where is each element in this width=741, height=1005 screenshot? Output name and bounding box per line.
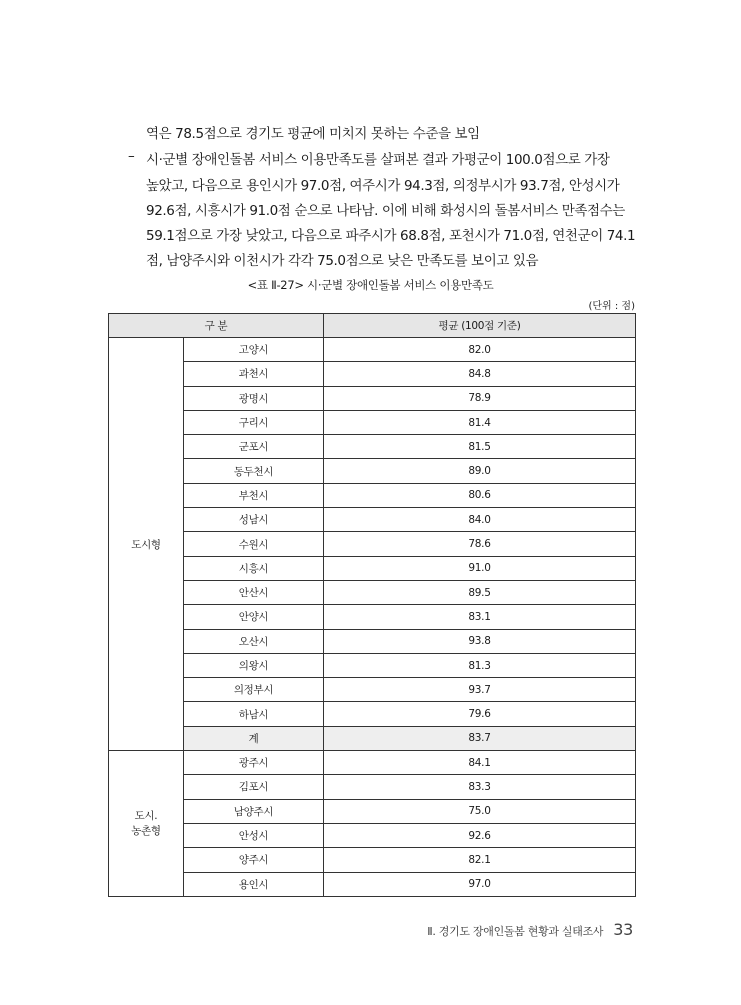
table-row — [109, 338, 636, 362]
city-name: 광명시 — [184, 386, 324, 410]
city-score: 75.0 — [324, 799, 636, 823]
table-unit: (단위 : 점) — [588, 301, 635, 312]
bullet-dash: – — [128, 148, 135, 164]
table-row — [109, 751, 636, 775]
city-name: 의정부시 — [184, 678, 324, 702]
city-name: 안양시 — [184, 605, 324, 629]
table-row — [109, 702, 636, 726]
table-row — [109, 872, 636, 896]
city-name: 시흥시 — [184, 556, 324, 580]
footer-chapter: Ⅱ. 경기도 장애인돌봄 현황과 실태조사 — [427, 925, 604, 938]
table-row — [109, 799, 636, 823]
city-score: 92.6 — [324, 823, 636, 847]
table-caption: <표 Ⅱ-27> 시·군별 장애인돌봄 서비스 이용만족도 — [247, 278, 494, 292]
table-row — [109, 386, 636, 410]
city-score: 91.0 — [324, 556, 636, 580]
city-name: 광주시 — [184, 751, 324, 775]
total-score: 83.7 — [324, 726, 636, 750]
city-name: 하남시 — [184, 702, 324, 726]
city-score: 79.6 — [324, 702, 636, 726]
satisfaction-table — [108, 313, 636, 897]
city-name: 동두천시 — [184, 459, 324, 483]
city-name: 오산시 — [184, 629, 324, 653]
city-score: 80.6 — [324, 483, 636, 507]
city-name: 수원시 — [184, 532, 324, 556]
city-name: 과천시 — [184, 362, 324, 386]
city-name: 부천시 — [184, 483, 324, 507]
city-score: 93.8 — [324, 629, 636, 653]
city-name: 의왕시 — [184, 653, 324, 677]
total-row — [109, 726, 636, 750]
table-row — [109, 823, 636, 847]
table-row — [109, 459, 636, 483]
table-row — [109, 580, 636, 604]
city-score: 84.8 — [324, 362, 636, 386]
paragraph-line: 59.1점으로 가장 낮았고, 다음으로 파주시가 68.8점, 포천시가 71.0점, 연천군이 74.1 — [146, 228, 636, 244]
city-score: 83.3 — [324, 775, 636, 799]
city-score: 78.6 — [324, 532, 636, 556]
city-score: 83.1 — [324, 605, 636, 629]
city-score: 89.5 — [324, 580, 636, 604]
group-label-line: 농촌형 — [131, 825, 161, 838]
city-score: 84.0 — [324, 508, 636, 532]
table-row — [109, 678, 636, 702]
city-name: 김포시 — [184, 775, 324, 799]
city-score: 89.0 — [324, 459, 636, 483]
city-name: 성남시 — [184, 508, 324, 532]
city-score: 78.9 — [324, 386, 636, 410]
table-row — [109, 508, 636, 532]
table-row — [109, 483, 636, 507]
table-row — [109, 410, 636, 434]
table-row — [109, 435, 636, 459]
table-header-row — [109, 314, 636, 338]
group-label-urban-rural — [109, 751, 184, 897]
city-score: 84.1 — [324, 751, 636, 775]
city-score: 81.5 — [324, 435, 636, 459]
city-name: 고양시 — [184, 338, 324, 362]
paragraph-line: 92.6점, 시흥시가 91.0점 순으로 나타남. 이에 비해 화성시의 돌봄서비스 만족점수는 — [146, 203, 625, 219]
paragraph-line: 높았고, 다음으로 용인시가 97.0점, 여주시가 94.3점, 의정부시가 93.7점, 안성시가 — [146, 178, 620, 194]
city-score: 81.3 — [324, 653, 636, 677]
table-row — [109, 362, 636, 386]
city-name: 용인시 — [184, 872, 324, 896]
city-score: 82.1 — [324, 848, 636, 872]
city-score: 81.4 — [324, 410, 636, 434]
group-label-line: 도시. — [134, 810, 158, 823]
table-row — [109, 532, 636, 556]
city-name: 양주시 — [184, 848, 324, 872]
table-row — [109, 653, 636, 677]
total-label: 계 — [184, 726, 324, 750]
header-average: 평균 (100점 기준) — [324, 314, 636, 338]
header-category: 구 분 — [109, 314, 324, 338]
city-name: 안산시 — [184, 580, 324, 604]
table-row — [109, 629, 636, 653]
paragraph-line: 시·군별 장애인돌봄 서비스 이용만족도를 살펴본 결과 가평군이 100.0점으로 가장 — [146, 152, 610, 168]
page-number: 33 — [613, 920, 633, 939]
city-score: 97.0 — [324, 872, 636, 896]
group-label-city: 도시형 — [109, 338, 184, 751]
city-name: 안성시 — [184, 823, 324, 847]
table-row — [109, 556, 636, 580]
city-score: 82.0 — [324, 338, 636, 362]
city-name: 구리시 — [184, 410, 324, 434]
city-score: 93.7 — [324, 678, 636, 702]
city-name: 군포시 — [184, 435, 324, 459]
table-row — [109, 605, 636, 629]
table-row — [109, 848, 636, 872]
city-name: 남양주시 — [184, 799, 324, 823]
page-footer — [427, 920, 633, 939]
paragraph-line: 역은 78.5점으로 경기도 평균에 미치지 못하는 수준을 보임 — [146, 126, 480, 142]
table-row — [109, 775, 636, 799]
paragraph-line: 점, 남양주시와 이천시가 각각 75.0점으로 낮은 만족도를 보이고 있음 — [146, 253, 539, 269]
